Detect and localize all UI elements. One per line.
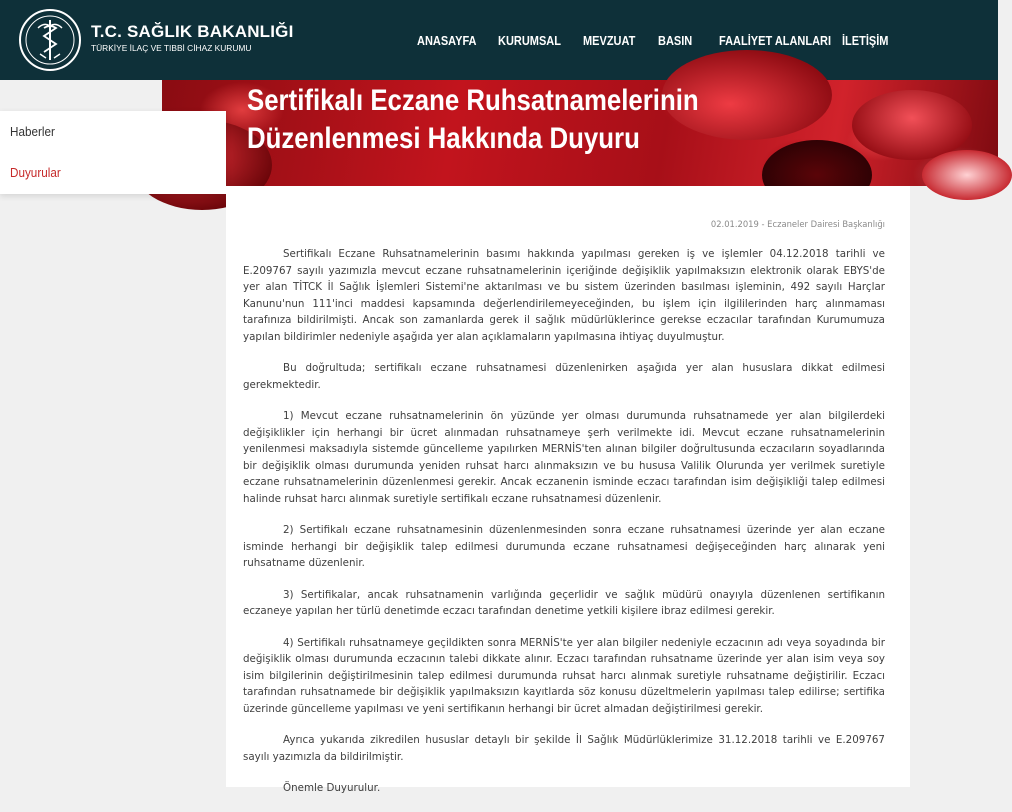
- ministry-emblem-icon[interactable]: [18, 8, 82, 72]
- nav-item-faaliyet-alanlari[interactable]: FAALİYET ALANLARI: [719, 34, 832, 48]
- page-title: Sertifikalı Eczane Ruhsatnamelerinin Düzenlenmesi Hakkında Duyuru: [247, 84, 699, 155]
- nav-item-mevzuat[interactable]: MEVZUAT: [583, 34, 636, 48]
- nav-item-kurumsal[interactable]: KURUMSAL: [498, 34, 561, 48]
- banner-decoration: [922, 150, 1012, 200]
- sidebar: [0, 111, 226, 194]
- sidebar-item-haberler[interactable]: Haberler: [10, 124, 55, 139]
- nav-item-iletisim[interactable]: İLETİŞİM: [842, 34, 889, 48]
- article-paragraph: Bu doğrultuda; sertifikalı eczane ruhsatnamesi düzenlenirken aşağıda yer alan hususlara dikkat edilmesi gerekmektedir.: [243, 362, 885, 391]
- sidebar-item-duyurular[interactable]: Duyurular: [10, 165, 61, 180]
- article-paragraph: Ayrıca yukarıda zikredilen hususlar detaylı bir şekilde İl Sağlık Müdürlüklerimize 31.12.2018 tarihli ve E.209767 sayılı yazımızla da bildirilmiştir.: [243, 734, 885, 763]
- top-header: [0, 0, 998, 80]
- page-banner: [162, 80, 998, 186]
- nav-item-basin[interactable]: BASIN: [658, 34, 693, 48]
- article-paragraph: 1) Mevcut eczane ruhsatnamelerinin ön yüzünde yer olması durumunda ruhsatnamede yer alan bilgilerdeki değişiklikler için herhangi bir ücret alınmadan ruhsatnameye şerh verilmekte idi. Mevcut eczane ruhsatnamelerinin yenilenmesi maksadıyla sistemde güncelleme yapılırken MERNİS'ten alınan bilgiler doğrultusunda eczacıların soyadlarında bir değişiklik olması durumunda yeniden ruhsat harcı alınmaksızın ve bu hususa Valilik Olurunda yer verilmek suretiyle eczane ruhsatnamelerinin düzenlenmesi gerekir. Ancak eczanenin isminde eczacı tarafından isim değişikliği talep edilmesi halinde ruhsat harcı alınmak suretiyle sertifikalı eczane ruhsatnamesi düzenlenir.: [243, 410, 885, 505]
- article-paragraph: Önemle Duyurulur.: [283, 782, 381, 794]
- brand-title[interactable]: T.C. SAĞLIK BAKANLIĞI: [91, 22, 294, 41]
- nav-item-anasayfa[interactable]: ANASAYFA: [417, 34, 477, 48]
- article-paragraph: Sertifikalı Eczane Ruhsatnamelerinin basımı hakkında yapılması gereken iş ve işlemler 04.12.2018 tarihli ve E.209767 sayılı yazımızla mevcut eczane ruhsatnamelerinin içeriğinde değişiklik yapılmaksızın elektronik olarak EBYS'de yer alan TİTCK İl Sağlık İşlemleri Sistemi'ne aktarılması ve bu sistem üzerinden basılması işleminin, 492 sayılı Harçlar Kanunu'nun 111'inci maddesi kapsamında değerlendirilemeyeceğinden, bu işlem için ilgililerinden harç alınmaması tarafınıza bildirilmişti. Ancak son zamanlarda gerek il sağlık müdürlüklerince gerekse eczacılar tarafından Kurumumuza yapılan bildirimler nedeniyle aşağıda yer alan açıklamaların yapılmasına ihtiyaç duyulmuştur.: [243, 248, 885, 343]
- banner-decoration: [852, 90, 972, 160]
- brand-subtitle: TÜRKİYE İLAÇ VE TIBBİ CİHAZ KURUMU: [91, 43, 252, 53]
- article-paragraph: 3) Sertifikalar, ancak ruhsatnamenin varlığında geçerlidir ve sağlık müdürü onayıyla düzenlenen sertifikanın eczaneye yapılan her türlü denetimde eczacı tarafından denetime yetkili kişilere ibraz edilmesi gerekir.: [243, 588, 885, 617]
- article-body: [243, 246, 885, 812]
- article-panel: [226, 186, 910, 794]
- article-paragraph: 2) Sertifikalı eczane ruhsatnamesinin düzenlenmesinden sonra eczane ruhsatnamesi üzerinde yer alan eczane isminde herhangi bir değişiklik talep edilmesi durumunda eczane ruhsatnamesi değişeceğinden harç alınarak yeni ruhsatname düzenlenir.: [243, 524, 885, 569]
- article-paragraph: 4) Sertifikalı ruhsatnameye geçildikten sonra MERNİS'te yer alan bilgiler nedeniyle eczacının adı veya soyadında bir değişiklik olması durumunda eczacının talebi dikkate alınır. Eczacı tarafından ruhsatname üzerinde yer alan isim veya soy isim bilgilerinin değiştirilmesinin talep edilmesi durumunda ruhsat harcı alınmak suretiyle ruhsatname değiştirilir. Eczacı tarafından ruhsatnamede bir değişiklik yapılmaksızın kayıtlarda söz konusu düzeltmelerin yapılması talep edilirse; sertifika üzerinde güncelleme yapılması ve yeni sertifikanın herhangi bir ücret almadan değiştirilmesi gerekir.: [243, 636, 885, 715]
- article-meta: 02.01.2019 - Eczaneler Dairesi Başkanlığı: [710, 219, 885, 229]
